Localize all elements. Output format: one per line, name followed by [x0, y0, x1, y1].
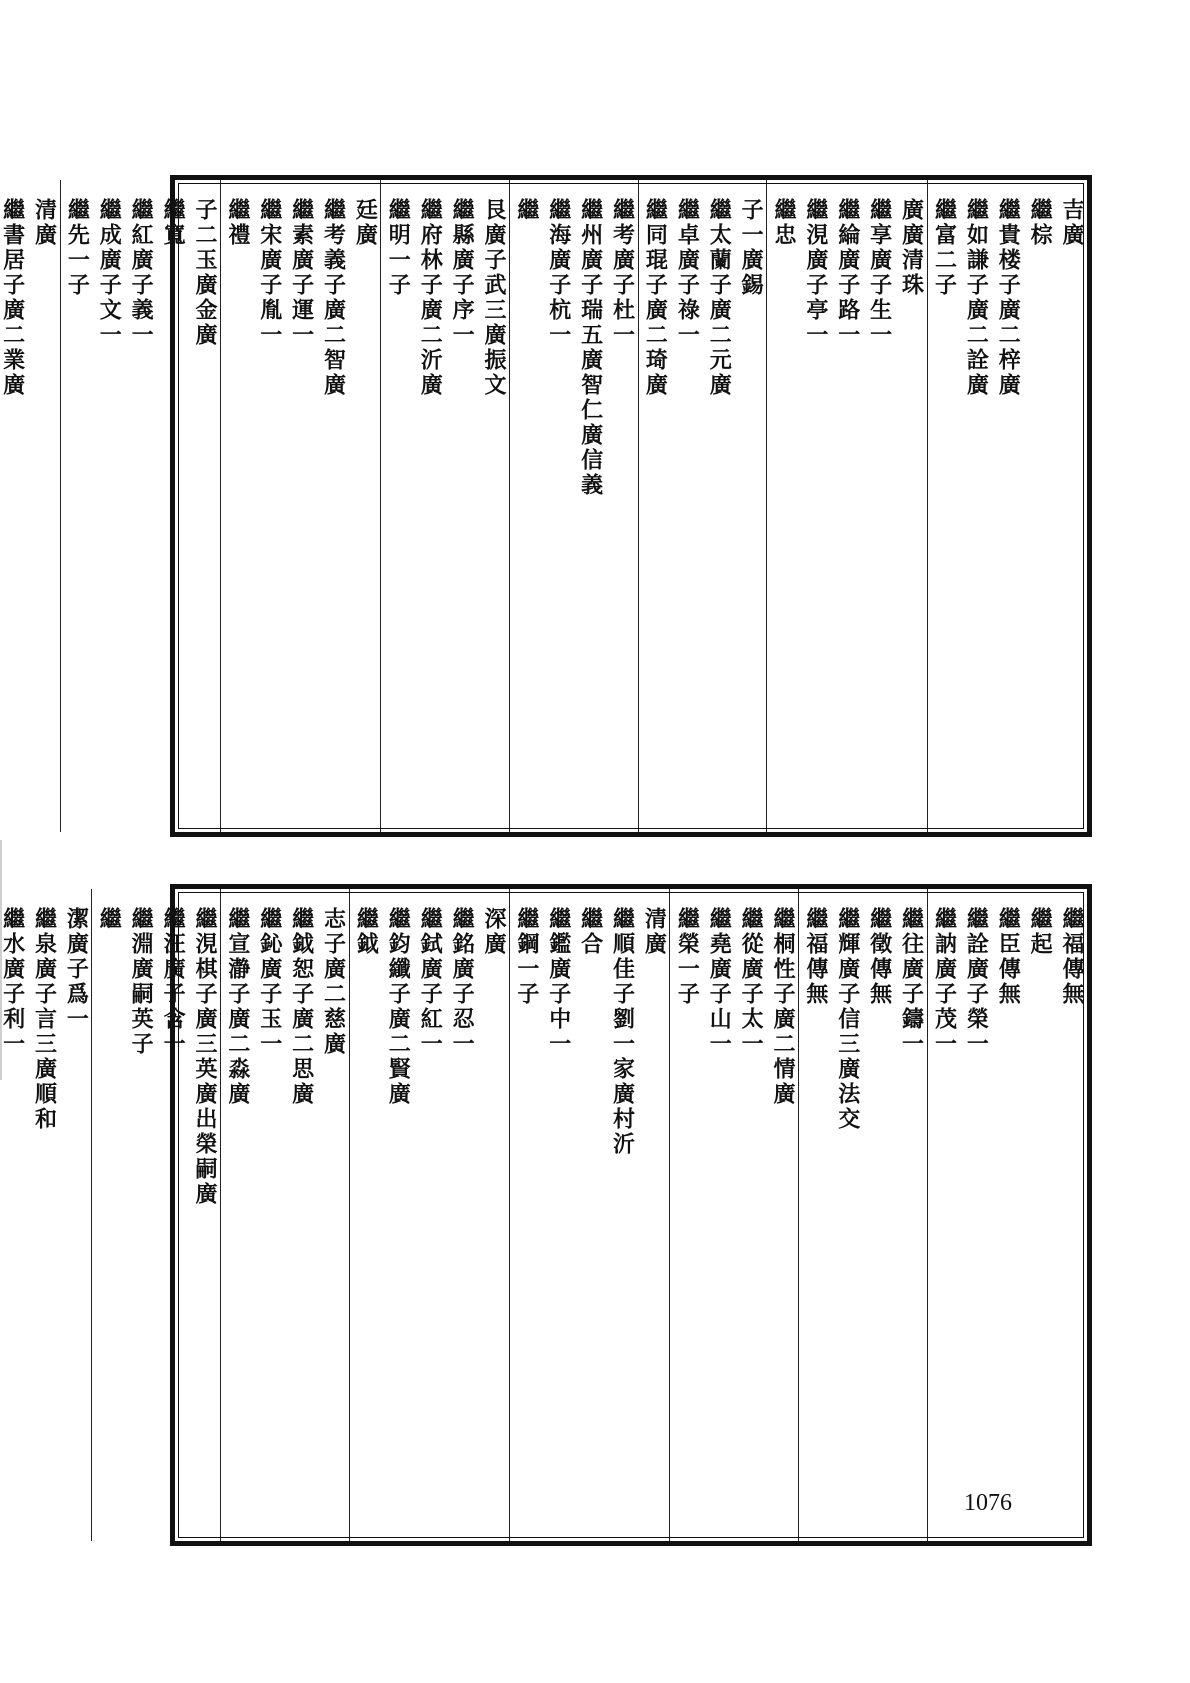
text-column	[509, 889, 669, 1541]
text-column	[60, 180, 220, 832]
text-column	[509, 180, 638, 832]
text-column	[91, 889, 220, 1541]
column-text: 潔廣子爲一 繼泉廣子言三廣順和 繼水廣子利一	[0, 907, 90, 1132]
column-text: 志子廣二慈廣 繼鉞恕子廣二思廣 繼鈊廣子玉一 繼宣瀞子廣二淼廣	[224, 907, 347, 1107]
text-column	[927, 180, 1087, 832]
page-number: 1076	[964, 1490, 1012, 1516]
column-text: 繼桐性子廣二情廣 繼從廣子太一 繼堯廣子山一 繼榮一子	[674, 907, 796, 1107]
column-text: 繼考廣子杜一 繼州廣子瑞五廣智仁廣信義 繼海廣子杭一 繼	[513, 198, 636, 498]
text-column	[927, 889, 1087, 1541]
column-text: 吉廣 繼棕 繼貴楼子廣二梓廣 繼如謙子廣二詮廣 繼富二子	[931, 198, 1085, 398]
column-text: 子二玉廣金廣 繼寬 繼紅廣子義一 繼成廣子文一 繼先一子	[64, 198, 218, 348]
text-column	[349, 889, 509, 1541]
column-text: 艮廣子武三廣振文 繼縣廣子序一 繼府林子廣二沂廣 繼明一子	[385, 198, 507, 398]
column-text: 廣廣清珠 繼享廣子生一 繼綸廣子路一 繼涀廣子亭一 繼忠	[770, 198, 925, 348]
column-text: 深廣 繼銘廣子忍一 繼鉽廣子紅一 繼鈞纖子廣二賢廣 繼鉞	[353, 907, 507, 1107]
text-column	[0, 889, 91, 1541]
text-column	[220, 180, 380, 832]
column-text: 繼往廣子鑄一 繼徵傳無 繼輝廣子信三廣法交 繼福傳無	[802, 907, 925, 1132]
top-folio-block	[0, 175, 1092, 837]
text-column	[380, 180, 509, 832]
text-column	[766, 180, 926, 832]
text-column	[638, 180, 767, 832]
column-text: 繼福傳無 繼起 繼臣傳無 繼詮廣子榮一 繼訥廣子茂一	[931, 907, 1085, 1057]
column-text: 廷廣 繼考義子廣二智廣 繼素廣子運一 繼宋廣子胤一 繼禮	[224, 198, 379, 398]
column-text: 繼涀棋子廣三英廣出榮嗣廣 繼汪廣子含一 繼淵廣嗣英子 繼	[96, 907, 218, 1207]
column-text: 清廣 繼書居子廣二業廣	[0, 198, 58, 398]
bottom-folio-block	[0, 884, 1092, 1546]
column-text: 子一廣錫 繼太蘭子廣二元廣 繼卓廣子祿一 繼同琨子廣二琦廣	[642, 198, 765, 398]
text-column	[798, 889, 927, 1541]
text-column	[669, 889, 798, 1541]
column-text: 清廣 繼順佳子劉一家廣村沂 繼合 繼鑑廣子中一 繼鋼一子	[513, 907, 668, 1157]
text-column	[220, 889, 349, 1541]
text-column	[0, 180, 60, 832]
